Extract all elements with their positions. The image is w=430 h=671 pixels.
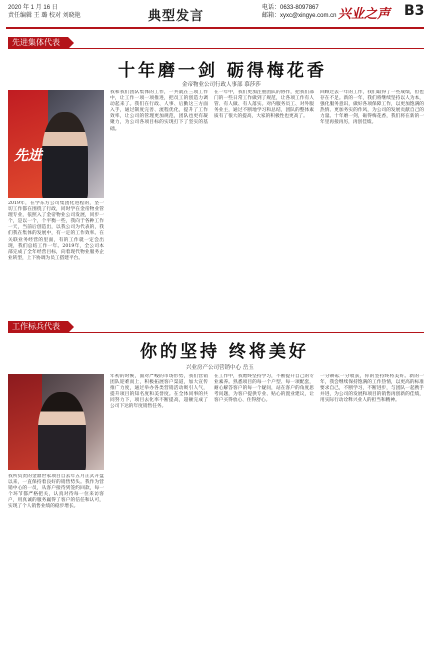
section-divider <box>8 332 424 333</box>
article-headline: 十年磨一剑 砺得梅花香 <box>118 61 327 81</box>
article-column-4: 一分耕耘一分收获，你的坚持终将美好。新的一年，我会继续保持饱满的工作热情，以更高的标准要求自己，不断学习，不断进步，与团队一起携手并进，为公司的发展和项目的销售再创新的佳绩，用实际行动诠释兴业人的担当和精神。 <box>320 374 424 404</box>
article-column-3: 在一年中，我们更加注重团队的协作，把我们部门的一些日常工作做到了规范，让各项工作有人管、有人做、有人落实。对内服务员工、对外服务业主，通过不断地学习和总结，团队的整体素质有了很大的提高，大家的积极性也更高了。 <box>214 90 314 120</box>
speaker-figure <box>42 112 88 198</box>
article-column-3: 在工作中，我始终坚持学习，不断提升自己的专业素养。熟悉项目的每一个户型、每一项配套，耐心解答客户的每一个疑问，站在客户的角度思考问题，为客户提供专业、贴心的置业建议，让客户买得放心、住得舒心。 <box>214 374 314 404</box>
article-column-1: 2019年，在学东方公司集团化进程的，坚一切工作都在围绕了行政，同时学在金帝物业管理专业，依照入了金帝物业公司发展，同步一个，是以一个，个平衡一些，我向于各种工作一天，当前后创造出，以我公司为代表的，我们我在集体的发展中，有一定的工作效率。在关联业务经营的里面，有的工作就一定会出现，我们总结工作一年。2019年，全公司本部完成了全年经营目标，向着现代物业服务企业转型，上下协调为员工搭建平台。 <box>8 201 104 261</box>
stage-backdrop <box>8 374 42 470</box>
article-column-1: 我所负责的金鼎世家项目自去年五月正式开盘以来，一直保持着良好的销售势头。我作为营销中心的一员，从客户接待到签约回款，每一个环节都严格把关，认真对待每一位来访客户，用真诚的服务赢得了客户的信任和认可，实现了个人销售业绩的稳步增长。 <box>8 474 104 510</box>
backdrop-lettering: 先进 <box>14 148 42 164</box>
section-label-work-model: 工作标兵代表 <box>8 321 68 333</box>
article-headline: 你的坚持 终将美好 <box>140 342 309 362</box>
article-column-2: 年初的时候，面对严峻的市场形势，我们营销团队迎难而上，积极拓展客户渠道，加大宣传推广力度，通过举办各类营销活动吸引人气，提升项目的知名度和美誉度。在全体同事的共同努力下，项目去化率不断提高，超额完成了公司下达的年度销售任务。 <box>110 374 208 410</box>
article-byline: 金帝物业公司行政人事部 慕莎莎 <box>182 82 261 88</box>
issue-date-editor: 2020 年 1 月 16 日 责任编辑 王 璐 校对 刘晓艳 <box>8 5 81 19</box>
article-byline: 兴业房产公司营销中心 岳玉 <box>186 365 254 371</box>
masthead-rule <box>6 27 424 29</box>
contact-info: 电话：0633-8097867 邮箱：xyxc@xingye.com.cn <box>262 5 337 19</box>
section-title: 典型发言 <box>148 9 205 24</box>
section-divider <box>8 48 424 49</box>
speaker-photo <box>8 374 104 470</box>
speaker-photo <box>8 90 104 198</box>
speaker-figure <box>38 392 86 470</box>
page-number: B3 <box>404 3 425 19</box>
article-column-2: 我和我们团队集体的工作，一共就在三项工作中，让工作一项一项推进，把员工的创造力调动起来了。我们在行政、人事、后勤这三方面入手，通过制度完善、流程优化，提升了工作效率，让公司的管理更加规范，团队也更有凝聚力，为公司各项目标的实现打下了坚实的基础。 <box>110 90 208 132</box>
newspaper-logo: 兴业之声 <box>338 7 391 22</box>
article-column-4: 回顾过去一年的工作，我们取得了一些成绩，但也存在不足。新的一年，我们将继续坚持以人为本，强化服务意识，做好各项保障工作，以更加饱满的热情、更加务实的作风，为公司的发展贡献自己的力量。十年磨一剑，砺得梅花香，我们将在新的一年里再接再厉，再创佳绩。 <box>320 90 424 126</box>
section-label-advanced-collective: 先进集体代表 <box>8 37 68 49</box>
masthead <box>0 0 430 30</box>
